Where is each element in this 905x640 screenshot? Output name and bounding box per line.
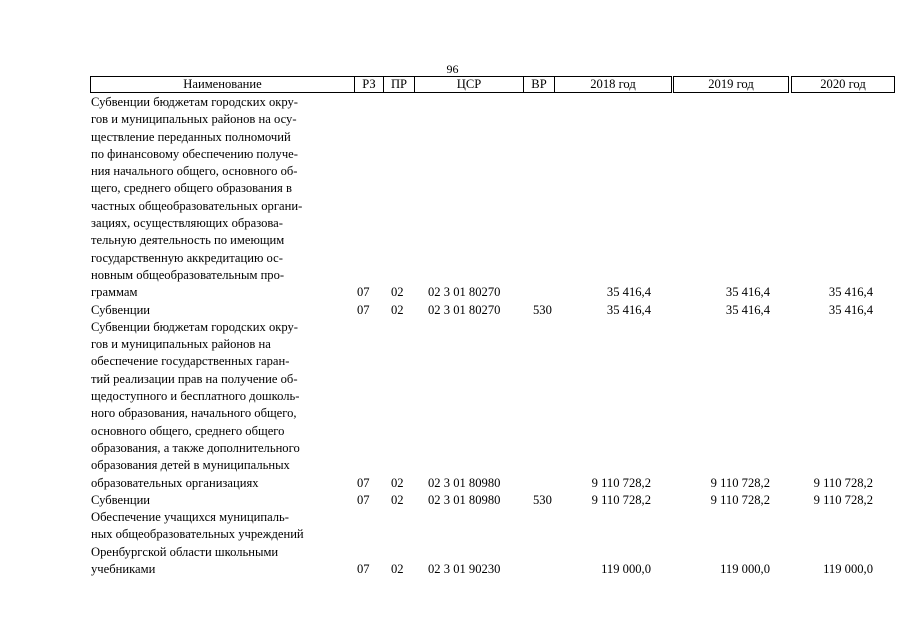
table-body: [0, 94, 905, 578]
row-name: Субвенции бюджетам городских окру- гов и муниципальных районов на обеспечение государственных гаран- тий реализации прав на получение об- щедоступного и бесплатного дошколь- ного образования, начального общего, основного общего, среднего общего образования, а также дополнительного образования детей в муниципальных образовательных организациях: [91, 319, 300, 490]
row-rz: 07: [357, 562, 370, 577]
row-name: Субвенции: [91, 492, 151, 507]
row-2020: 9 110 728,2: [813, 492, 873, 507]
row-2019: 119 000,0: [720, 562, 770, 577]
header-2018: 2018 год: [554, 76, 672, 93]
table-row: [0, 94, 905, 302]
row-vr: 530: [533, 302, 552, 317]
row-2018: 9 110 728,2: [591, 475, 651, 490]
row-csr: 02 3 01 80980: [428, 475, 501, 490]
header-2019: 2019 год: [673, 76, 789, 93]
row-csr: 02 3 01 80980: [428, 492, 501, 507]
row-name: Субвенции бюджетам городских окру- гов и муниципальных районов на осу- ществление переданных полномочий по финансовому обеспечению получе- ния начального общего, основного об- щего, среднего общего образования в частных общеобразовательных органи- зациях, осуществляющих образова- тельную деятельность по имеющим государственную аккредитацию ос- новным общеобразовательным про- граммам: [91, 95, 303, 300]
header-vr: ВР: [523, 76, 555, 93]
table-row: [0, 302, 905, 319]
header-rz: РЗ: [354, 76, 384, 93]
table-row: [0, 492, 905, 509]
table-row: [0, 509, 905, 578]
row-2018: 119 000,0: [601, 562, 651, 577]
row-csr: 02 3 01 90230: [428, 562, 501, 577]
row-2019: 9 110 728,2: [710, 492, 770, 507]
row-2020: 35 416,4: [828, 285, 873, 300]
row-2020: 35 416,4: [828, 302, 873, 317]
page-number: 96: [446, 62, 459, 76]
header-pr: ПР: [383, 76, 415, 93]
row-pr: 02: [391, 475, 404, 490]
row-2018: 35 416,4: [606, 285, 651, 300]
row-pr: 02: [391, 302, 404, 317]
row-2019: 35 416,4: [725, 302, 770, 317]
row-name: Обеспечение учащихся муниципаль- ных общеобразовательных учреждений Оренбургской области школьными учебниками: [91, 510, 304, 577]
row-pr: 02: [391, 562, 404, 577]
header-2020: 2020 год: [791, 76, 895, 93]
row-rz: 07: [357, 492, 370, 507]
row-2019: 35 416,4: [725, 285, 770, 300]
row-csr: 02 3 01 80270: [428, 302, 501, 317]
table-row: [0, 319, 905, 492]
row-2018: 35 416,4: [606, 302, 651, 317]
row-2018: 9 110 728,2: [591, 492, 651, 507]
row-rz: 07: [357, 302, 370, 317]
header-name: Наименование: [90, 76, 355, 93]
row-pr: 02: [391, 492, 404, 507]
row-2020: 9 110 728,2: [813, 475, 873, 490]
row-rz: 07: [357, 475, 370, 490]
row-rz: 07: [357, 285, 370, 300]
row-pr: 02: [391, 285, 404, 300]
row-csr: 02 3 01 80270: [428, 285, 501, 300]
row-2020: 119 000,0: [823, 562, 873, 577]
header-csr: ЦСР: [414, 76, 524, 93]
row-vr: 530: [533, 492, 552, 507]
table-header: [90, 76, 894, 93]
row-name: Субвенции: [91, 302, 151, 317]
row-2019: 9 110 728,2: [710, 475, 770, 490]
